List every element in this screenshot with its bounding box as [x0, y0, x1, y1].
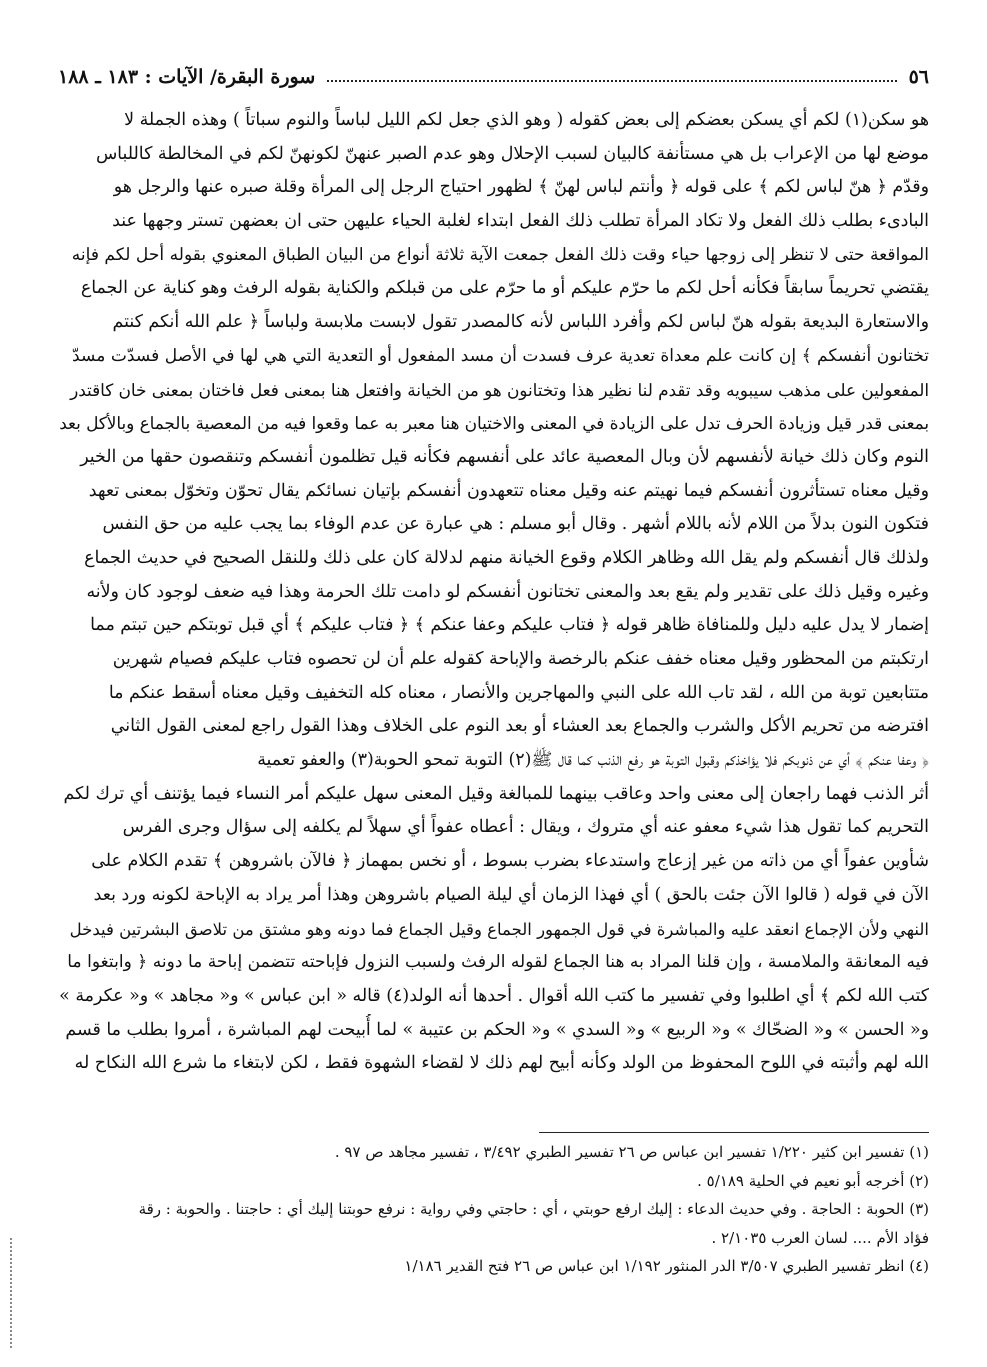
footnote-line: (١) تفسير ابن كثير ١/٢٢٠ تفسير ابن عباس ص ٢٦ تفسير الطبري ٣/٤٩٢ ، تفسير مجاهد ص ٩٧ .: [334, 1143, 929, 1161]
text-line: الله لهم وأثبته في اللوح المحفوظ من الولد وكأنه أبيح لهم ذلك لا لقضاء الشهوة فقط ، لكن لابتغاء ما شرع الله النكاح له: [74, 1053, 929, 1074]
text-line: متتابعين توبة من الله ، لقد تاب الله على النبي والمهاجرين والأنصار ، معناه كله التخفيف وقيل معناه أسقط عنكم ما: [108, 682, 929, 703]
footnote-line: (٣) الحوبة : الحاجة . وفي حديث الدعاء : إليك ارفع حوبتي ، أي : حاجتي وفي رواية : نرفع حوبتنا إليك أي : حاجتنا . والحوبة : رقة: [138, 1200, 929, 1218]
page-number: ٥٦: [908, 66, 929, 88]
text-line: النوم وكان ذلك خيانة لأنفسهم لأن وبال المعصية عائد على أنفسهم فكأنه قيل تظلمون أنفسكم وتنقصون حقها من الخير: [80, 446, 929, 467]
footnote-line: (٤) انظر تفسير الطبري ٣/٥٠٧ الدر المنثور ١/١٩٢ ابن عباس ص ٢٦ فتح القدير ١/١٨٦: [404, 1257, 929, 1275]
text-line: التحريم كما تقول هذا شيء معفو عنه أي متروك ، ويقال : أعطاه عفواً أي سهلاً لم يكلفه إلى سؤال وجرى الفرس: [122, 817, 929, 838]
text-line: ارتكبتم من المحظور وقيل معناه خفف عنكم بالرخصة والإباحة كقوله علم أن لن تحصوه فتاب عليكم فصيام شهرين: [112, 649, 929, 669]
text-line: النهي ولأن الإجماع انعقد عليه والمباشرة في قول الجمهور الجماع وقيل الجماع فما دونه وهو مشتق من تلاصق البشرتين فيدخل: [69, 919, 929, 939]
footnotes: [58, 1138, 929, 1298]
text-line: كتب الله لكم ﴾ أي اطلبوا وفي تفسير ما كتب الله أقوال . أحدها أنه الولد(٤) قاله « ابن عباس » و« مجاهد » و« عكرمة »: [59, 985, 929, 1006]
footnote-separator: [539, 1132, 929, 1133]
text-line: افترضه من تحريم الأكل والشرب والجماع بعد العشاء أو بعد النوم على الخلاف وهذا القول راجع لمعنى القول الثاني: [110, 716, 929, 737]
text-line: إضمار لا يدل عليه دليل وللمنافاة ظاهر قوله ﴿ فتاب عليكم وعفا عنكم ﴾ ﴿ فتاب عليكم ﴾ أي قبل توبتكم حين تبتم مما: [90, 615, 929, 636]
text-line: موضع لها من الإعراب بل هي مستأنفة كالبيان لسبب الإحلال وهو عدم الصبر عنهنّ لكونهنّ لكم في المخالطة كاللباس: [95, 143, 929, 164]
text-line: ﴿ وعفا عنكم ﴾ أي عن ذنوبكم فلا يؤاخذكم وقبول التوبة هو رفع الذنب كما قال ﷺ(٢) التوبة تمحو الحوبة(٣) والعفو تعمية: [257, 750, 929, 771]
text-line: وقدّم ﴿ هنّ لباس لكم ﴾ على قوله ﴿ وأنتم لباس لهنّ ﴾ لظهور احتياج الرجل إلى المرأة وقلة صبره عنها والرجل هو: [113, 177, 929, 198]
text-line: فيه المعانقة والملامسة ، وإن قلنا المراد به هنا الجماع لقوله الرفث ولسبب النزول فإباحته تتضمن إباحة ما دونه ﴿ وابتغوا ما: [67, 952, 929, 973]
scan-margin-marks: [10, 1238, 18, 1348]
text-line: المواقعة حتى لا تنظر إلى زوجها حياء وقت ذلك الفعل جمعت الآية ثلاثة أنواع من البيان الطباق المعنوي بقوله أحل لكم فإنه: [71, 244, 929, 265]
page-header: [58, 60, 929, 94]
text-line: أثر الذنب فهما راجعان إلى معنى واحد وعاقب بينهما للمبالغة وقيل المعنى سهل عليكم أمر النساء فيما يؤتنف أي ترك لكم: [63, 783, 929, 804]
running-title: سورة البقرة/ الآيات : ١٨٣ ـ ١٨٨: [58, 66, 316, 88]
text-line: الآن في قوله ( قالوا الآن جئت بالحق ) أي فهذا الزمان أي ليلة الصيام باشروهن وهذا أمر يراد به الإباحة لكونه ورد بعد: [93, 884, 929, 905]
header-dotted-rule: [327, 80, 896, 82]
text-line: شأوين عفواً أي من ذاته من غير إزعاج واستدعاء بضرب بسوط ، أو نخس بمهماز ﴿ فالآن باشروهن ﴾ تقدم الكلام على: [91, 851, 929, 872]
text-line: والاستعارة البديعة بقوله هنّ لباس لكم وأفرد اللباس لأنه كالمصدر تقول لابست ملابسة ولباساً ﴿ علم الله أنكم كنتم: [112, 312, 929, 333]
text-line: وغيره وقيل ذلك على تقدير ولم يقع بعد والمعنى تختانون أنفسكم لو دامت تلك الحرمة وهذا فيه ضعف لوجود كان ولأنه: [86, 581, 929, 602]
text-line: تختانون أنفسكم ﴾ إن كانت علم معداة تعدية عرف فسدت أن مسد المفعول أو التعدية التي هي لها في الأصل فسدّت مسدّ: [72, 345, 929, 366]
text-line: بمعنى قدر قيل وزيادة الحرف تدل على الزيادة في المعنى والاختيان هنا معبر به عما وقعوا فيه من المعصية بالجماع وبالأكل بعد: [59, 413, 929, 434]
text-line: يقتضي تحريماً سابقاً فكأنه أحل لكم ما حرّم عليكم أو ما حرّم على من قبلكم والكناية بقوله الرفث وهو كناية عن الجماع: [80, 278, 929, 299]
text-line: المفعولين على مذهب سيبويه وقد تقدم لنا نظير هذا وتختانون هو من الخيانة وافتعل هنا بمعنى فعل فاختان بمعنى خان كاقتدر: [70, 379, 929, 400]
text-line: و« الحسن » و« الضحّاك » و« الربيع » و« السدي » و« الحكم بن عتيبة » لما أُبيحت لهم المباشرة ، أمروا بطلب ما قسم: [65, 1019, 929, 1040]
main-text: [58, 104, 929, 1116]
footnote-line: (٢) أخرجه أبو نعيم في الحلية ٥/١٨٩ .: [697, 1171, 929, 1190]
text-line: البادىء بطلب ذلك الفعل ولا تكاد المرأة تطلب ذلك الفعل ابتداء لغلبة الحياء عليهن حتى ان بعضهن تستر وجهها عند: [112, 211, 929, 232]
text-line: هو سكن(١) لكم أي يسكن بعضكم إلى بعض كقوله ( وهو الذي جعل لكم الليل لباساً والنوم سباتاً ) وهذه الجملة لا: [124, 110, 929, 130]
text-line: ولذلك قال أنفسكم ولم يقل الله وظاهر الكلام وقوع الخيانة منهم لدلالة كان على ذلك وللنقل الصحيح في حديث الجماع: [84, 547, 929, 568]
text-line: وقيل معناه تستأثرون أنفسكم فيما نهيتم عنه وقيل معناه تتعهدون أنفسكم بإتيان نسائكم يقال تحوّن وتخوّل بمعنى تعهد: [88, 480, 929, 501]
text-line: فتكون النون بدلاً من اللام لأنه باللام أشهر . وقال أبو مسلم : هي عبارة عن عدم الوفاء بما يجب عليه من حق النفس: [102, 514, 929, 535]
footnote-line: فؤاد الأم .... لسان العرب ٢/١٠٣٥ .: [711, 1228, 929, 1247]
